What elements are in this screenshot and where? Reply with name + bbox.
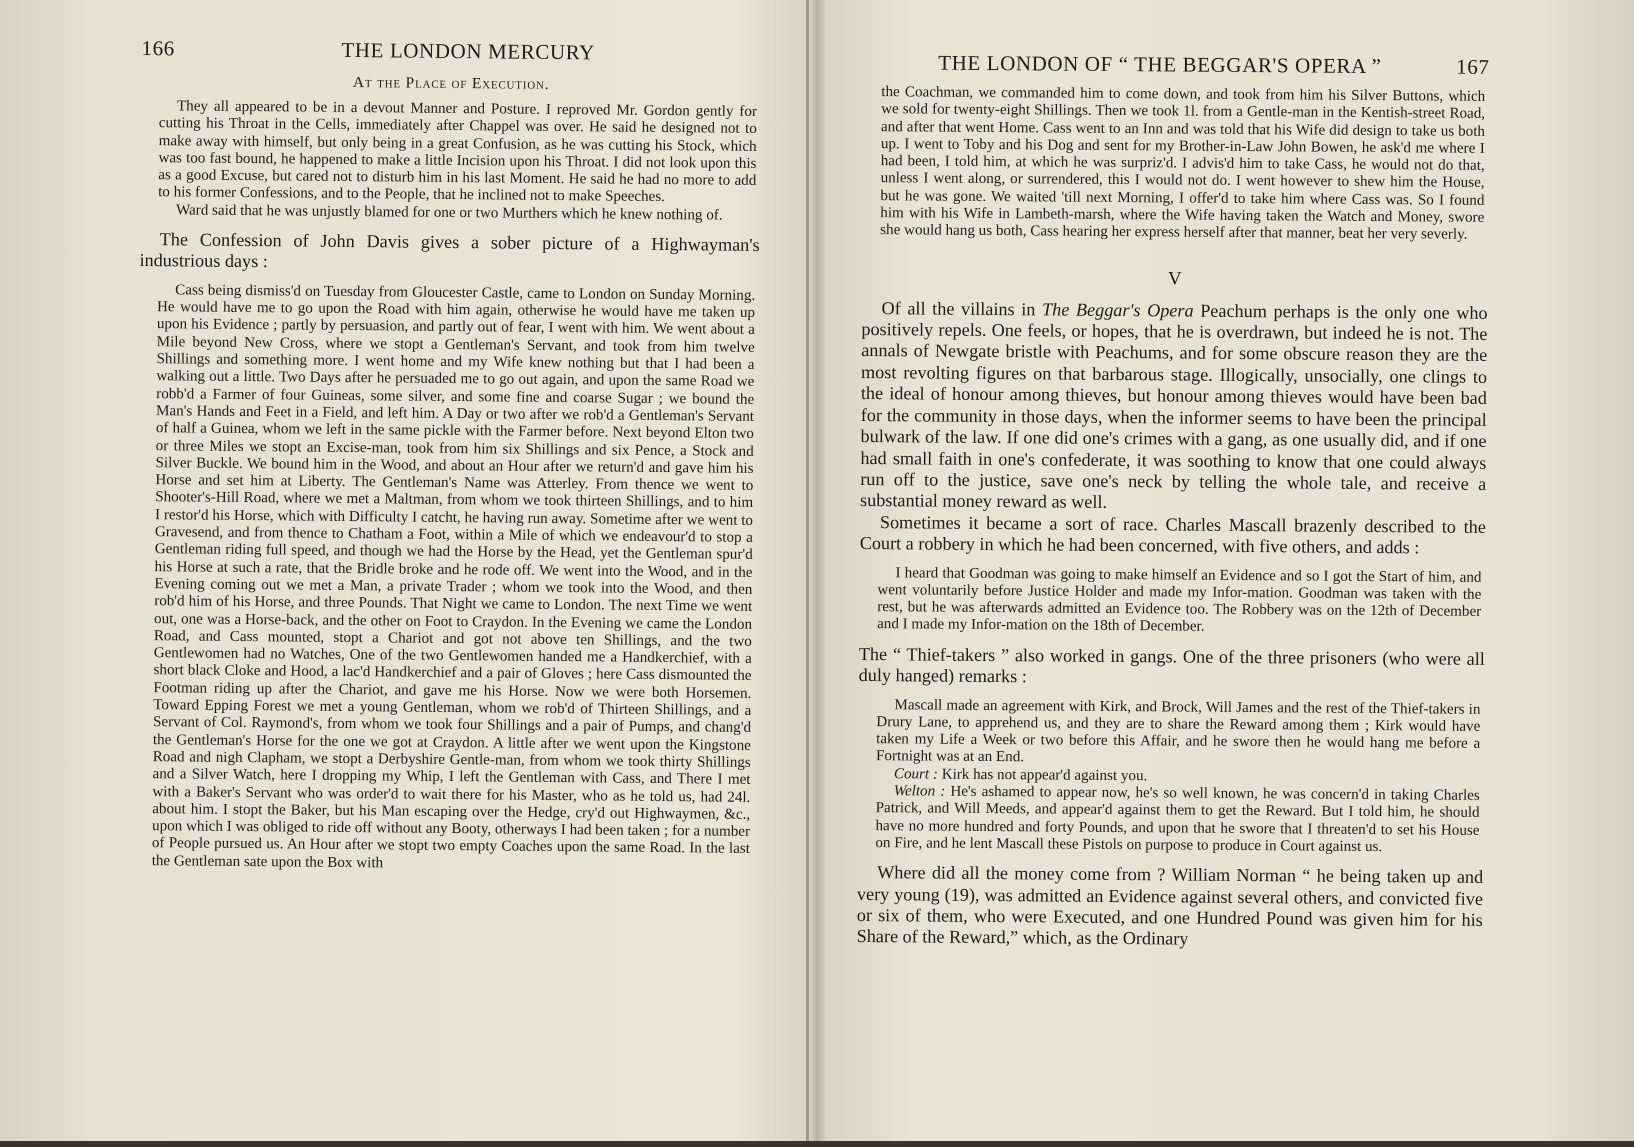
speaker-label: Welton : <box>893 783 946 800</box>
mascall-quote <box>877 565 1482 639</box>
left-page-number: 166 <box>141 35 175 61</box>
book-gutter <box>806 0 809 1141</box>
execution-quote <box>158 98 757 225</box>
davis-confession-quote <box>152 282 756 876</box>
right-page-number: 167 <box>1456 54 1490 79</box>
body-paragraph: Where did all the money come from ? William Norman “ he being taken up and very young (19), was admitted an Evidence against several others, and convicted five or six of them, who were Executed, and one Hundred Pound was given him for his Share of the Reward,” which, as the Ordinary <box>856 862 1484 950</box>
quote-paragraph: the Coachman, we commanded him to come down, and took from him his Silver Buttons, which we sold for twenty-eight Shillings. Then we took 1l. from a Gentle-man in the Kentish-street Road, and after that went Home. Cass went to an Inn and was told that his Wife did design to take us both up. I went to Toby and his Dog and sent for my Brother-in-Law John Bowen, he ask'd me where I had been, I told him, at which he was surpriz'd. I advis'd him to take Cass, he would not do that, unless I went along, or surrendered, this I would not do. I went however to shew him the House, but he was gone. We waited 'till next Morning, I offer'd to take him where Cass was. So I found him with his Wife in Lambeth-marsh, where the Wife having taken the Watch and Money, swore she would hang us both, Cass hearing her express herself after that manner, beat her very severly. <box>880 84 1486 244</box>
body-text <box>139 229 759 278</box>
right-running-title: THE LONDON OF “ THE BEGGAR'S OPERA ” <box>938 50 1382 79</box>
body-text <box>860 298 1488 560</box>
thief-takers-quote <box>875 697 1480 857</box>
quote-paragraph: I heard that Goodman was going to make himself an Evidence and so I got the Start of him, and went voluntarily before Justice Holder and made my Infor-mation. Goodman was taken with the rest, but he was afterwards admitted an Evidence too. The Robbery was on the 12th of December and I made my Infor-mation on the 18th of December. <box>877 564 1482 636</box>
left-running-head <box>141 36 761 72</box>
speaker-label: Court : <box>893 765 939 783</box>
section-caption: At the Place of Execution. <box>352 74 550 93</box>
body-paragraph: The Confession of John Davis gives a sober picture of a Highwayman's industrious days : <box>139 229 760 272</box>
quote-paragraph: Ward said that he was unjustly blamed for one or two Murthers which he knew nothing of. <box>175 202 723 224</box>
left-running-title: THE LONDON MERCURY <box>341 37 596 65</box>
body-paragraph: Sometimes it became a sort of race. Charles Mascall brazenly described to the Court a robbery in which he had been concerned, with five others, and adds : <box>859 511 1486 558</box>
left-page <box>131 0 762 1147</box>
body-text-run: Peachum perhaps is the only one who positively repels. One feels, or hopes, that he is overdrawn, but indeed he is not. The annals of Newgate bristle with Peachums, and for some obscure reason they are the most revolting figures on that barbarous stage. Illogically, unsocially, one clings to the ideal of honour among thieves, but honour among thieves would have been bad for the community in those days, when the informer seems to have been the principal bulwark of the law. If one did one's crimes with a gang, as one usually did, and if one had small faith in one's confederate, it was soothing to know that one could always run off to the justice, save one's neck by telling the whole tale, and receive a substantial money reward as well. <box>859 300 1488 513</box>
right-page <box>855 0 1490 1146</box>
speech-text: Kirk has not appear'd against you. <box>937 766 1148 784</box>
body-paragraph: The “ Thief-takers ” also worked in gangs. One of the three prisoners (who were all duly hanged) remarks : <box>858 643 1485 687</box>
right-running-head <box>863 50 1489 85</box>
quote-paragraph: They all appeared to be in a devout Manner and Posture. I reproved Mr. Gordon gently for cutting his Throat in the Cells, immediately after Chappel was over. He said he designed not to make away with himself, but only being in a great Confusion, as he was cutting his Stock, which was too fast bound, he happened to make a little Incision upon his Throat. I did not look upon this as a good Excuse, but cared not to disturb him in his last Moment. He said he had no more to add to his former Confessions, and to the People, that he inclined not to make Speeches. <box>158 98 758 206</box>
confession-continued-quote <box>880 84 1485 244</box>
quote-paragraph <box>875 783 1480 857</box>
body-text-run: Of all the villains in <box>881 297 1043 320</box>
body-text <box>857 862 1484 953</box>
quote-paragraph: Mascall made an agreement with Kirk, and Brock, Will James and the rest of the Thief-takers in Drury Lane, to apprehend us, and they are to share the Reward among them ; Kirk would have taken my Life a Week or two before this Affair, and he swore then he would hang me before a Fortnight was at an End. <box>875 696 1481 766</box>
body-text <box>859 644 1485 692</box>
speech-text: He's ashamed to appear now, he's so well known, he was concern'd in taking Charles Patrick, and Will Meeds, and appear'd against them to get the Reward. But I told him, he should have no more hundred and forty Pounds, and upon that he swore that I threaten'd to set his House on Fire, and he lent Mascall these Pistols on purpose to produce in Court against us. <box>875 783 1480 856</box>
book-title-italic: The Beggar's Opera <box>1041 299 1194 321</box>
body-paragraph <box>860 298 1488 517</box>
quote-paragraph: Cass being dismiss'd on Tuesday from Gloucester Castle, came to London on Sunday Morning. He would have me to go upon the Road with him again, otherwise he would have me taken up upon his Evidence ; partly by persuasion, and partly out of fear, I went with him. We went about a Mile beyond New Cross, where we stopt a Gentleman's Servant, and took from him twelve Shillings and something more. I went home and my Wife knew nothing but that I had been a walking out a little. Two Days after he persuaded me to go out again, and upon the same Road we robb'd a Farmer of four Guineas, some silver, and some fine and coarse Sugar ; we bound the Man's Hands and Feet in a Field, and left him. A Day or two after we rob'd a Gentleman's Servant of half a Guinea, whom we left in the same pickle with the Farmer before. Next beyond Elton two or three Miles we stopt an Excise-man, took from him six Shillings and six Pence, a Stock and Silver Buckle. We bound him in the Wood, and about an Hour after we return'd and gave him his Horse and set him at Liberty. The Gentleman's Name was Atterley. From thence we went to Shooter's-Hill Road, where we met a Maltman, from whom we took thirteen Shillings, and to him I restor'd his Horse, which with Difficulty I catcht, he having run away. Sometime after we went to Gravesend, and from thence to Chatham a Foot, within a Mile of which we endeavour'd to stop a Gentleman riding full speed, and though we had the Horse by the Head, yet the Gentleman spur'd his Horse at such a rate, that the Bridle broke and he rode off. We went into the Wood, and in the Evening coming out we met a Man, a private Trader ; whom we took into the Wood, and then rob'd him of his Horse, and three Pounds. That Night we came to London. The next Time we went out, one was a Horse-back, and the other on Foot to Craydon. In the Evening we came the London Road, and Cass mounted, stopt a Chariot and got not above ten Shillings, and the two Gentlewomen had no Watches, One of the two Gentlewomen handed me a Handkerchief, with a short black Cloke and Hood, a lac'd Handkerchief and a pair of Gloves ; here Cass dismounted the Footman riding up after the Chariot, and gave me his Horse. Now we were both Horsemen. Toward Epping Forest we met a young Gentleman, whom we rob'd of Thirteen Shillings, and a Servant of Col. Raymond's, from whom we took four Shillings and a pair of Pumps, and chang'd the Gentleman's Horse for the one we got at Craydon. A little after we went upon the Kingstone Road and nigh Clapham, we stopt a Derbyshire Gentle-man, from whom we took thirty Shillings and a Silver Watch, here I dropping my Whip, I left the Gentleman with Cass, and There I met with a Baker's Servant who was order'd to wait there for his Master, who as he told us, had 24l. about him. I stopt the Baker, but his Man escaping over the Hedge, cry'd out Highwaymen, &c., upon which I was obliged to ride off without any Booty, otherways I had been taken ; for a number of People pursued us. An Hour after we stopt two empty Coaches upon the same Road. In the last the Gentleman sate upon the Box with <box>151 282 756 872</box>
section-number: V <box>1167 268 1182 290</box>
